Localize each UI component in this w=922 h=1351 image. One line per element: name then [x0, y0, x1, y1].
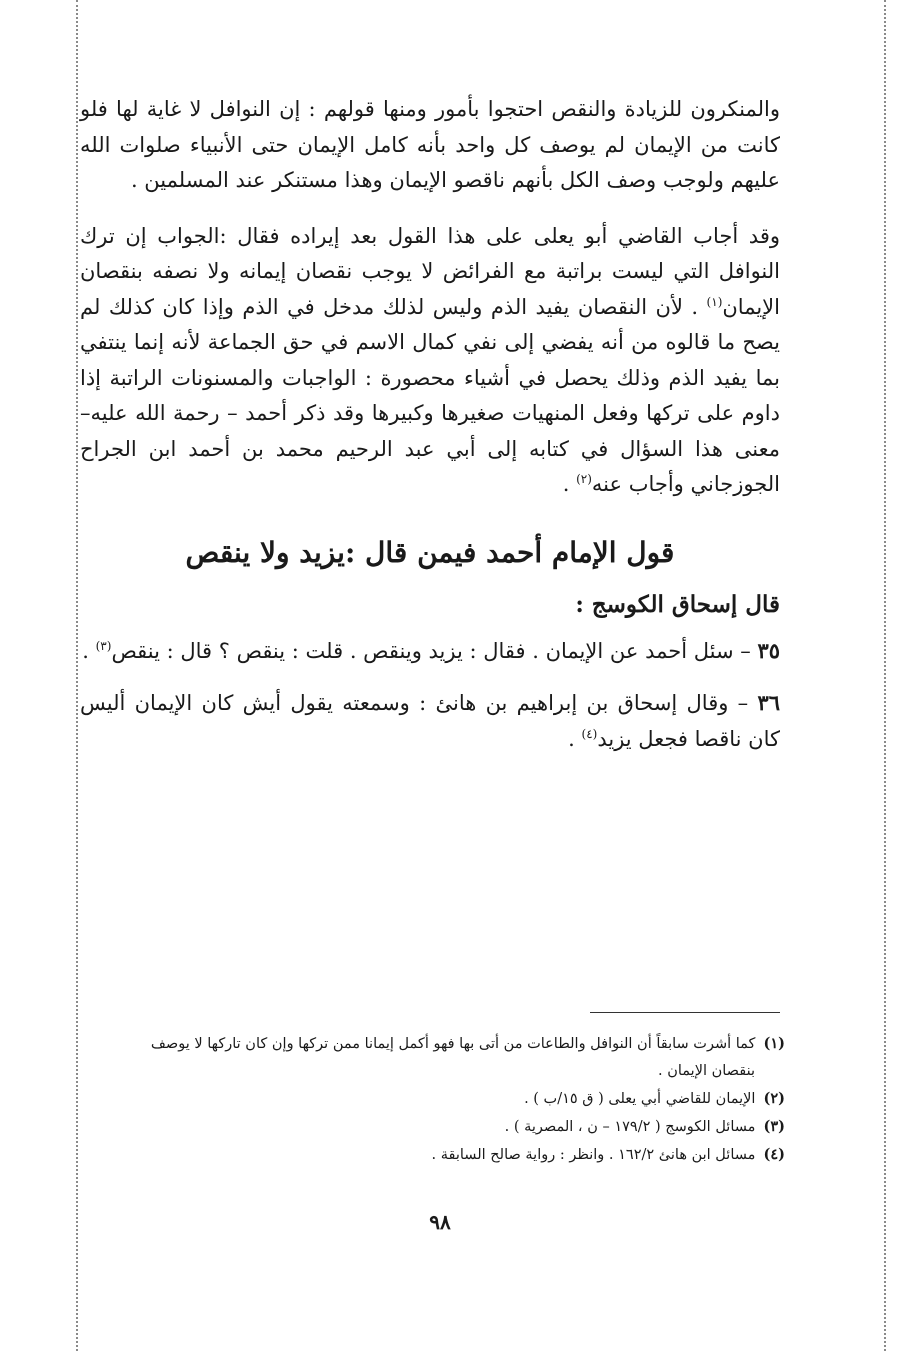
footnote-2-text: الإيمان للقاضي أبي يعلى ( ق ١٥/ب ) .: [524, 1091, 756, 1107]
item-35-number: ٣٥: [757, 637, 780, 663]
footnote-ref-3: (٣): [95, 638, 112, 653]
paragraph-2-part-c: .: [562, 472, 577, 496]
footnote-1-continuation: بنقصان الإيمان .: [658, 1063, 755, 1079]
paragraph-1: والمنكرون للزيادة والنقص احتجوا بأمور ومنها قولهم : إن النوافل لا غاية لها فلو كانت من الإيمان لم يوصف كل واحد بأنه كامل الإيمان حتى الأنبياء صلوات الله عليهم ولوجب وصف الكل بأنهم ناقصو الإيمان وهذا مستنكر عند المسلمين .: [80, 97, 780, 192]
footnote-4-number: (٤): [763, 1146, 785, 1163]
footnote-1-text: كما أشرت سابقاً أن النوافل والطاعات من أتى بها فهو أكمل إيمانا ممن تركها وإن كان تاركها لا يوصف: [150, 1036, 756, 1052]
item-36-text: – وقال إسحاق بن إبراهيم بن هانئ : وسمعته يقول أيش كان الإيمان أليس كان ناقصا فجعل يزيد: [80, 691, 780, 751]
item-36-end: .: [568, 726, 582, 751]
main-text: [80, 92, 780, 757]
footnote-4: [80, 1141, 785, 1169]
item-36-number: ٣٦: [757, 690, 780, 715]
paragraph-2-part-a: وقد أجاب القاضي أبو يعلى على هذا القول بعد إيراده فقال :الجواب إن ترك النوافل التي ليست براتبة مع الفرائض لا يوجب نقصان إيمانه ولا نصفه بنقصان الإيمان: [80, 223, 780, 319]
footnote-1-number: (١): [763, 1035, 785, 1052]
footnote-4-text: مسائل ابن هانئ ١٦٢/٢ . وانظر : رواية صالح السابقة .: [431, 1147, 756, 1163]
footnote-3: [80, 1113, 785, 1141]
item-36: [80, 685, 780, 757]
item-35-end: .: [82, 638, 96, 663]
footnote-3-number: (٣): [763, 1118, 785, 1135]
paragraph-2-part-b: . لأن النقصان يفيد الذم وليس لذلك مدخل في الذم وإذا كان كذلك لم يصح ما قالوه من أنه يفضي إلى نفي كمال الاسم في حق الجماعة لأنه إنما ينتفي بما يفيد الذم وذلك يحصل في أشياء محصورة : الواجبات والمسنونات الراتبة إذا داوم على تركها وفعل المنهيات صغيرها وكبيرها وقد ذكر أحمد – رحمة الله عليه– معنى هذا السؤال في كتابه إلى أبي عبد الرحيم محمد بن أحمد ابن الجراح الجوزجاني وأجاب عنه: [80, 294, 780, 496]
right-margin-dots: [884, 0, 886, 1351]
item-35: [80, 633, 780, 670]
footnote-ref-1: (١): [706, 294, 723, 309]
paragraph-2: [80, 219, 780, 503]
subheading: قال إسحاق الكوسج :: [575, 590, 780, 618]
page-number: ٩٨: [429, 1210, 451, 1234]
left-margin-dots: [76, 0, 78, 1351]
footnote-2-number: (٢): [763, 1090, 785, 1107]
footnote-ref-2: (٢): [576, 472, 592, 486]
footnote-ref-4: (٤): [581, 726, 598, 741]
footnote-1: [80, 1030, 785, 1058]
footnotes: [80, 1030, 785, 1169]
footnote-separator: [590, 1012, 780, 1013]
item-35-text: – سئل أحمد عن الإيمان . فقال : يزيد وينقص . قلت : ينقص ؟ قال : ينقص: [111, 638, 758, 663]
section-heading: قول الإمام أحمد فيمن قال :يزيد ولا ينقص: [185, 535, 675, 569]
footnote-2: [80, 1085, 785, 1113]
footnote-3-text: مسائل الكوسج ( ١٧٩/٢ – ن ، المصرية ) .: [504, 1119, 756, 1135]
